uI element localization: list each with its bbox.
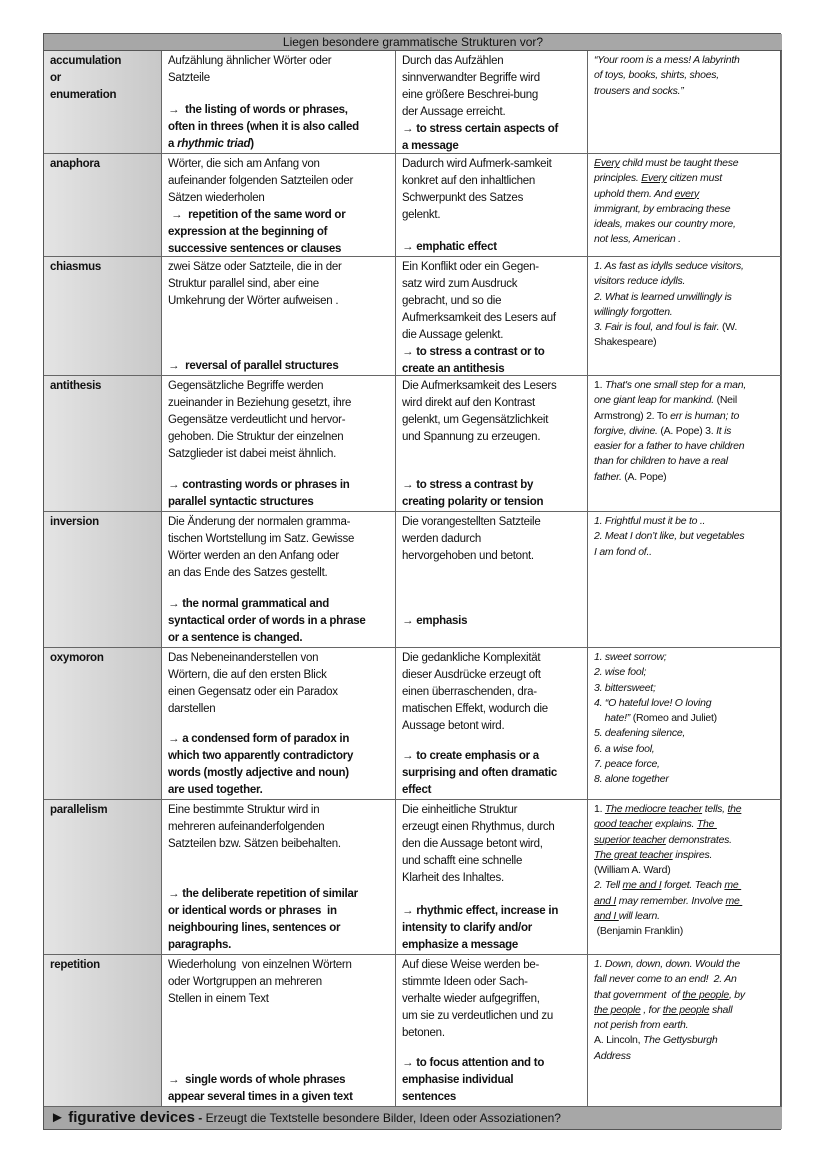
text-segment: 6. a wise fool, [594,742,655,755]
text-segment: the people [594,1003,641,1016]
text-segment: forget. Teach [661,879,725,892]
definition-german: Wörter, die sich am Anfang von aufeinander folgenden Satzteilen oder Sätzen wiederholen [168,158,354,204]
example-line [594,1049,776,1064]
text-segment: hate!” [594,712,631,725]
example-line [594,1018,776,1033]
example-line [594,772,776,787]
text-segment: child must be taught these [619,157,739,169]
term-cell: inversion [44,512,162,648]
text-segment: demonstrates. [665,833,732,846]
text-segment: 1. Down, down, down. Would the [594,958,741,970]
effect-german: Die einheitliche Struktur erzeugt einen Rhythmus, durch den die Aussage betont wird, und schafft eine schnelle Klarheit des Inhaltes. [402,804,555,884]
definition-english [168,731,390,799]
effect-cell [396,800,588,955]
term-cell: antithesis [44,376,162,512]
text-segment: citizen must [666,172,722,185]
text-segment: 1. [594,803,605,815]
text-segment: willingly forgotten. [594,305,673,318]
definition-cell [162,376,396,512]
text-segment: → reversal of parallel structures [168,360,339,372]
effect-english: → to create emphasis or a surprising and often dramatic effect [402,750,558,796]
text-segment: me [724,879,742,892]
text-segment: → the listing of words or phrases, often in threes (when it is also called a [168,104,359,150]
text-segment: father. [594,470,622,483]
text-segment: 5. deafening silence, [594,727,686,740]
text-segment: visitors reduce idylls. [594,275,686,288]
example-line [594,202,776,217]
examples-cell [588,376,782,512]
examples-cell [588,512,782,648]
definition-english [168,358,390,375]
text-segment: Armstrong) 2. To [594,409,671,422]
term-cell: parallelism [44,800,162,955]
text-segment: Every [594,157,620,169]
text-segment: → repetition of the same word or expression at the beginning of successive sentences or clauses [168,209,346,255]
text-segment: → the deliberate repetition of similar or identical words or phrases in neighbouring lines, sentences or paragraphs. [168,888,358,951]
text-segment: → a condensed form of paradox in which two apparently contradictory words (mostly adjective and noun) are used together. [168,733,354,796]
definition-cell [162,800,396,955]
text-segment: trousers and socks.” [594,84,684,97]
example-line [594,259,776,274]
text-segment: (Romeo and Juliet) [630,712,717,725]
text-segment: rhythmic triad [177,138,251,150]
example-line [594,878,776,893]
text-segment: 4. “O hateful love! O loving [594,696,712,709]
text-segment: → the normal grammatical and syntactical order of words in a phrase or a sentence is changed. [168,598,366,644]
text-segment: 2. What is learned unwillingly is [594,290,732,303]
example-line [594,681,776,696]
example-line [594,696,776,711]
example-line [594,957,776,972]
example-line [594,393,776,408]
example-line [594,848,776,863]
text-segment: good teacher [594,818,653,831]
example-line [594,665,776,680]
definition-cell [162,154,396,257]
effect-english: → to stress a contrast by creating polarity or tension [402,479,544,508]
example-line [594,470,776,485]
text-segment: that government of [594,988,683,1001]
stylistic-devices-table [43,33,781,1130]
text-segment: → contrasting words or phrases in parallel syntactic structures [168,479,350,508]
example-line [594,817,776,832]
example-line [594,972,776,987]
example-line [594,545,776,560]
example-line [594,439,776,454]
effect-cell [396,257,588,376]
text-segment: explains. [652,818,697,831]
text-segment: every [674,187,700,200]
section-footer-figurative-devices [44,1107,782,1129]
term-cell: repetition [44,955,162,1107]
example-line [594,863,776,878]
example-line [594,894,776,909]
text-segment: 1. [594,379,605,391]
text-segment: 2. Meat I don’t like, but vegetables [594,530,745,543]
example-line [594,305,776,320]
text-segment: Every [641,172,667,185]
text-segment: (Neil [713,394,737,407]
text-segment: “Your room is a mess! A labyrinth [594,54,740,66]
text-segment: tells, [702,803,728,815]
text-segment: ideals, makes our country more, [594,218,736,231]
text-segment: ) [250,138,254,150]
definition-english [168,1072,390,1106]
definition-german: zwei Sätze oder Satzteile, die in der Struktur parallel sind, aber eine Umkehrung der Wörter aufweisen . [168,261,342,307]
definition-english [168,886,390,954]
text-segment: shall [709,1003,733,1016]
text-segment: and I [594,894,617,907]
footer-question: Erzeugt die Textstelle besondere Bilder, Ideen oder Assoziationen? [205,1111,561,1125]
examples-cell [588,955,782,1107]
text-segment: may remember. Involve [616,894,726,907]
example-line [594,514,776,529]
text-segment: 2. Tell [594,879,623,892]
table-header: Liegen besondere grammatische Strukturen vor? [44,34,782,51]
text-segment: (Benjamin Franklin) [594,925,683,938]
text-segment: The Gettysburgh [642,1034,718,1047]
definition-cell [162,648,396,800]
definition-english [168,596,390,647]
effect-german: Durch das Aufzählen sinnverwandter Begriffe wird eine größere Beschrei-bung der Aussage erreicht. [402,55,540,118]
definition-english [168,102,390,153]
example-line [594,171,776,186]
text-segment: 3. Fair is foul, and foul is fair. [594,321,723,334]
example-line [594,187,776,202]
effect-cell [396,648,588,800]
text-segment: uphold them. And [594,187,675,200]
text-segment: of toys, books, shirts, shoes, [594,69,719,82]
term-cell: accumulation or enumeration [44,51,162,154]
text-segment: the people [662,1003,710,1016]
examples-cell [588,257,782,376]
example-line [594,988,776,1003]
text-segment: 1. sweet sorrow; [594,651,667,663]
text-segment: me [725,894,743,907]
text-segment: inspires. [672,848,713,861]
example-line [594,232,776,247]
text-segment: forgive, divine. [594,424,658,437]
example-line [594,378,776,393]
example-line [594,335,776,350]
example-line [594,53,776,68]
example-line [594,156,776,171]
example-line [594,529,776,544]
effect-german: Die Aufmerksamkeit des Lesers wird direkt auf den Kontrast gelenkt, um Gegensätzlichkeit und Spannung zu erzeugen. [402,380,557,443]
definition-cell [162,51,396,154]
text-segment: 3. bittersweet; [594,681,656,694]
effect-english: → to stress certain aspects of a message [402,123,559,152]
text-segment: The [696,818,717,831]
example-line [594,217,776,232]
example-line [594,424,776,439]
definition-german: Aufzählung ähnlicher Wörter oder Satzteile [168,55,332,84]
term-cell: chiasmus [44,257,162,376]
text-segment: 1. As fast as idylls seduce visitors, [594,260,744,272]
definition-german: Das Nebeneinanderstellen von Wörtern, die auf den ersten Blick einen Gegensatz oder ein Paradox darstellen [168,652,338,715]
effect-cell [396,51,588,154]
text-segment: It is [716,424,732,437]
text-segment: (A. Pope) 3. [657,424,717,437]
triangle-marker-icon: ► [50,1109,65,1126]
definition-cell [162,512,396,648]
text-segment: err is human; to [670,409,740,422]
text-segment: That's one small step for a man, [604,379,747,391]
effect-cell [396,955,588,1107]
effect-cell [396,376,588,512]
text-segment: , for [640,1003,663,1016]
text-segment: (William A. Ward) [594,864,671,877]
example-line [594,84,776,99]
text-segment: 8. alone together [594,773,669,786]
term-cell: oxymoron [44,648,162,800]
term-cell: anaphora [44,154,162,257]
text-segment: not less, American . [594,233,681,246]
definition-english [168,477,390,511]
text-segment: → single words of whole phrases appear several times in a given text [168,1074,353,1103]
text-segment: , by [728,988,745,1001]
example-line [594,711,776,726]
text-segment: 7. peace force, [594,758,660,771]
text-segment: The mediocre teacher [604,803,703,815]
text-segment: immigrant, by embracing these [594,202,731,215]
effect-english: → to focus attention and to emphasise individual sentences [402,1057,545,1103]
footer-separator: - [198,1111,206,1125]
effect-cell [396,154,588,257]
example-line [594,274,776,289]
effect-german: Ein Konflikt oder ein Gegen- satz wird zum Ausdruck gebracht, und so die Aufmerksamkeit des Lesers auf die Aussage gelenkt. [402,261,556,341]
example-line [594,68,776,83]
definition-english [168,207,390,257]
example-line [594,1033,776,1048]
text-segment: than for children to have a real [594,455,728,468]
example-line [594,742,776,757]
text-segment: the people [682,988,729,1001]
example-line [594,909,776,924]
text-segment: 1. Frightful must it be to .. [594,515,706,527]
text-segment: I am fond of.. [594,545,652,558]
effect-english: → emphasis [402,615,468,627]
text-segment: easier for a father to have children [594,440,745,453]
effect-german: Dadurch wird Aufmerk-samkeit konkret auf den inhaltlichen Schwerpunkt des Satzes gelenkt. [402,158,552,221]
text-segment: (W. [722,321,738,334]
text-segment: (A. Pope) [621,470,667,483]
example-line [594,650,776,665]
effect-german: Die gedankliche Komplexität dieser Ausdrücke erzeugt oft einen überraschenden, dra- matischen Effekt, wodurch die Aussage betont wird. [402,652,548,732]
text-segment: A. Lincoln, [594,1034,643,1047]
examples-cell [588,154,782,257]
example-line [594,802,776,817]
definition-german: Gegensätzliche Begriffe werden zueinander in Beziehung gesetzt, ihre Gegensätze verdeutlicht und hervor- gehoben. Die Struktur der einzelnen Satzglieder ist dabei meist ähnlich. [168,380,352,460]
definition-german: Die Änderung der normalen gramma- tischen Wortstellung im Satz. Gewisse Wörter werden an den Anfang oder an das Ende des Satzes gestellt. [168,516,355,579]
example-line [594,924,776,939]
text-segment: principles. [594,172,642,185]
definition-cell [162,257,396,376]
example-line [594,409,776,424]
effect-english: → to stress a contrast or to create an antithesis [402,346,545,375]
example-line [594,320,776,335]
effect-english: → rhythmic effect, increase in intensity to clarify and/or emphasize a message [402,905,559,951]
example-line [594,833,776,848]
example-line [594,726,776,741]
definition-german: Wiederholung von einzelnen Wörtern oder Wortgruppen an mehreren Stellen in einem Text [168,959,352,1005]
effect-german: Die vorangestellten Satzteile werden dadurch hervorgehoben und betont. [402,516,541,562]
effect-german: Auf diese Weise werden be- stimmte Ideen oder Sach- verhalte wieder aufgegriffen, um sie zu verdeutlichen und zu betonen. [402,959,554,1039]
text-segment: superior teacher [594,833,666,846]
effect-cell [396,512,588,648]
text-segment: fall never come to an end! 2. An [594,973,737,986]
text-segment: and I [594,910,619,923]
text-segment: 2. wise fool; [594,666,647,679]
text-segment: The great teacher [594,848,673,861]
examples-cell [588,800,782,955]
text-segment: one giant leap for mankind. [594,394,714,407]
text-segment: me and I [622,879,662,892]
examples-cell [588,51,782,154]
effect-english: → emphatic effect [402,241,497,253]
text-segment: the [727,803,742,815]
examples-cell [588,648,782,800]
example-line [594,454,776,469]
example-line [594,290,776,305]
definition-german: Eine bestimmte Struktur wird in mehreren aufeinanderfolgenden Satzteilen bzw. Sätzen beibehalten. [168,804,341,850]
footer-title: figurative devices [68,1109,195,1126]
text-segment: Address [594,1049,631,1062]
text-segment: Shakespeare) [594,336,657,349]
example-line [594,1003,776,1018]
text-segment: will learn. [618,910,660,923]
text-segment: not perish from earth. [594,1019,689,1032]
definition-cell [162,955,396,1107]
example-line [594,757,776,772]
